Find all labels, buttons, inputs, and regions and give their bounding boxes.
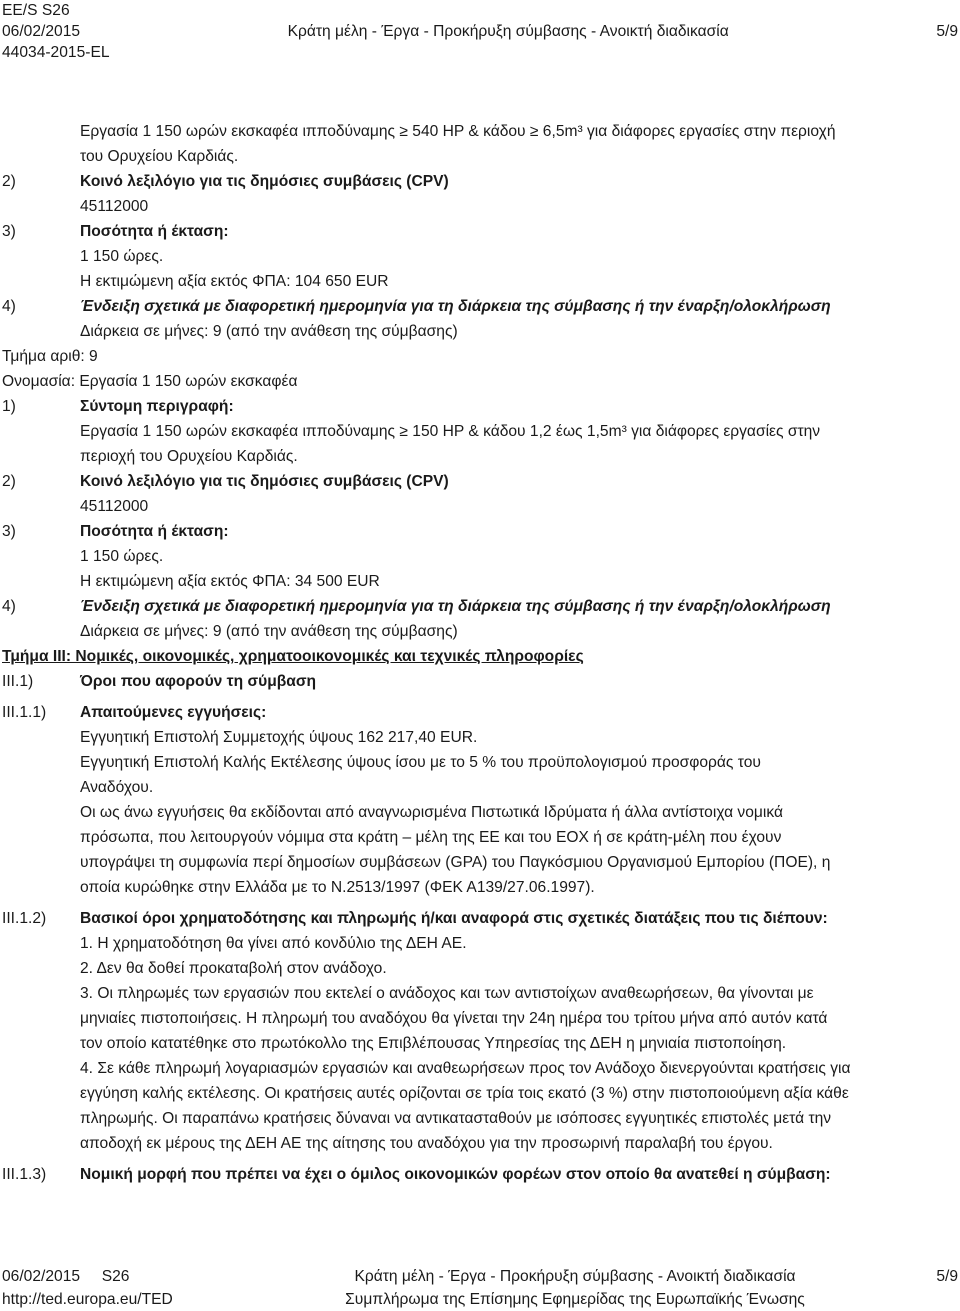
lot9-desc-heading: Σύντομη περιγραφή: <box>80 398 234 415</box>
header-date: 06/02/2015 <box>2 23 81 40</box>
s312-number: III.1.2) <box>2 910 47 927</box>
s312-line <box>2 1081 958 1106</box>
lot9-desc-text1: Εργασία 1 150 ωρών εκσκαφέα ιπποδύναμης ≥ 150 HP & κάδου 1,2 έως 1,5m³ για διάφορες εργασίες στην <box>80 423 821 440</box>
lot9-description <box>2 394 958 419</box>
lot9-duration <box>2 594 958 619</box>
lot9-cpv-number: 2) <box>2 473 16 490</box>
lot8-cpv-heading: Κοινό λεξιλόγιο για τις δημόσιες συμβάσεις (CPV) <box>80 173 449 190</box>
s312-line <box>2 1056 958 1081</box>
s312-line <box>2 1006 958 1031</box>
lot9-name <box>2 369 958 394</box>
lot9-dur-text: Διάρκεια σε μήνες: 9 (από την ανάθεση της σύμβασης) <box>80 623 458 640</box>
lot9-number <box>2 344 958 369</box>
footer-title: Κράτη μέλη - Έργα - Προκήρυξη σύμβασης - Ανοικτή διαδικασία <box>354 1268 796 1285</box>
s311-line <box>2 800 958 825</box>
header-title: Κράτη μέλη - Έργα - Προκήρυξη σύμβασης - Ανοικτή διαδικασία <box>287 23 729 40</box>
header-code: EE/S S26 <box>2 2 70 19</box>
lot9-dur-heading: Ένδειξη σχετικά με διαφορετική ημερομηνία για τη διάρκεια της σύμβασης ή την έναρξη/ολοκλήρωση <box>80 598 831 615</box>
lot8-cpv <box>2 169 958 194</box>
lot9-desc-line2 <box>2 444 958 469</box>
lot9-cpv <box>2 469 958 494</box>
s311-line <box>2 850 958 875</box>
lot9-cpv-code: 45112000 <box>80 498 149 515</box>
lot9-quantity <box>2 519 958 544</box>
s312-text: μηνιαίες πιστοποιήσεις. Η πληρωμή του αναδόχου θα γίνεται την 24η ημέρα του τρίτου μήνα από αυτόν κατά <box>80 1010 828 1027</box>
lot8-quantity <box>2 219 958 244</box>
s311-text: Αναδόχου. <box>80 779 154 796</box>
footer-page: 5/9 <box>936 1268 958 1285</box>
s311 <box>2 700 958 725</box>
s311-text: Εγγυητική Επιστολή Καλής Εκτέλεσης ύψους ίσου με το 5 % του προϋπολογισμού προσφοράς του <box>80 754 761 771</box>
footer-date: 06/02/2015 <box>2 1268 81 1285</box>
lot8-duration <box>2 294 958 319</box>
footer-url[interactable]: http://ted.europa.eu/TED <box>2 1291 173 1308</box>
s312-line <box>2 1131 958 1156</box>
s311-number: III.1.1) <box>2 704 47 721</box>
s312-text: εγγύηση καλής εκτέλεσης. Οι κρατήσεις αυτές ορίζονται σε τρία τοις εκατό (3 %) στην πιστοποιούμενη αξία κάθε <box>80 1085 849 1102</box>
lot8-cpv-code: 45112000 <box>80 198 149 215</box>
footer-supplement: Συμπλήρωμα της Επίσημης Εφημερίδας της Ευρωπαϊκής Ένωσης <box>345 1291 805 1308</box>
lot8-qty-text: 1 150 ώρες. <box>80 248 164 265</box>
s311-line <box>2 775 958 800</box>
section3-title-text: Τμήμα III: Νομικές, οικονομικές, χρηματοοικονομικές και τεχνικές πληροφορίες <box>2 648 584 665</box>
lot9-est-value <box>2 569 958 594</box>
lot8-dur-heading: Ένδειξη σχετικά με διαφορετική ημερομηνία για τη διάρκεια της σύμβασης ή την έναρξη/ολοκλήρωση <box>80 298 831 315</box>
lot9-name-text: Ονομασία: Εργασία 1 150 ωρών εκσκαφέα <box>2 373 298 390</box>
lot9-desc-text2: περιοχή του Ορυχείου Καρδιάς. <box>80 448 298 465</box>
s311-text: Οι ως άνω εγγυήσεις θα εκδίδονται από αναγνωρισμένα Πιστωτικά Ιδρύματα ή άλλα αντίστοιχα νομικά <box>80 804 783 821</box>
header-ref: 44034-2015-EL <box>2 44 110 61</box>
lot9-dur-number: 4) <box>2 598 16 615</box>
lot8-dur-text: Διάρκεια σε μήνες: 9 (από την ανάθεση της σύμβασης) <box>80 323 458 340</box>
lot8-dur-number: 4) <box>2 298 16 315</box>
s312 <box>2 906 958 931</box>
s311-text: Εγγυητική Επιστολή Συμμετοχής ύψους 162 217,40 EUR. <box>80 729 478 746</box>
footer-code: S26 <box>101 1268 130 1285</box>
s311-line <box>2 725 958 750</box>
s312-text: 3. Οι πληρωμές των εργασιών που εκτελεί ο ανάδοχος και των αντιστοίχων αναθεωρήσεων, θα γίνονται με <box>80 985 814 1002</box>
s312-text: πληρωμής. Οι παραπάνω κρατήσεις δύναναι να αντικατασταθούν με ισόποσες εγγυητικές επιστολές μετά την <box>80 1110 832 1127</box>
s312-line <box>2 1106 958 1131</box>
lot9-qty-heading: Ποσότητα ή έκταση: <box>80 523 229 540</box>
lot9-dur-value <box>2 619 958 644</box>
s311-text: υπογράψει τη συμφωνία περί δημοσίων συμβάσεων (GPA) του Παγκόσμιου Οργανισμού Εμπορίου (ΠΟΕ), η <box>80 854 831 871</box>
lot8-desc-line1 <box>2 119 958 144</box>
s31-number: III.1) <box>2 673 34 690</box>
s312-text: 2. Δεν θα δοθεί προκαταβολή στον ανάδοχο. <box>80 960 387 977</box>
header-page: 5/9 <box>936 23 958 40</box>
lot8-qty-value <box>2 244 958 269</box>
lot8-desc-line2 <box>2 144 958 169</box>
lot9-desc-line1 <box>2 419 958 444</box>
page-footer <box>2 1265 958 1311</box>
footer-date-code <box>2 1265 252 1288</box>
s312-text: αποδοχή εκ μέρους της ΔΕΗ ΑΕ της αίτησης του αναδόχου για την προσωρινή παραλαβή του έργου. <box>80 1135 773 1152</box>
s312-line <box>2 1031 958 1056</box>
lot9-number-text: Τμήμα αριθ: 9 <box>2 348 98 365</box>
s311-line <box>2 750 958 775</box>
lot9-est-text: Η εκτιμώμενη αξία εκτός ΦΠΑ: 34 500 EUR <box>80 573 380 590</box>
s312-text: τον οποίο κατατέθηκε στο πρωτόκολλο της Επιβλέπουσας Υπηρεσίας της ΔΕΗ η μηνιαία πιστοποίηση. <box>80 1035 787 1052</box>
lot8-est-text: Η εκτιμώμενη αξία εκτός ΦΠΑ: 104 650 EUR <box>80 273 389 290</box>
s313 <box>2 1162 958 1187</box>
s311-text: οποία κυρώθηκε στην Ελλάδα με το Ν.2513/1997 (ΦΕΚ Α139/27.06.1997). <box>80 879 595 896</box>
s312-text: 1. Η χρηματοδότηση θα γίνει από κονδύλιο της ΔΕΗ ΑΕ. <box>80 935 467 952</box>
s31-heading: Όροι που αφορούν τη σύμβαση <box>80 673 317 690</box>
s313-heading: Νομική μορφή που πρέπει να έχει ο όμιλος οικονομικών φορέων στον οποίο θα ανατεθεί η σύμβαση: <box>80 1166 831 1183</box>
lot8-qty-number: 3) <box>2 223 16 240</box>
s31 <box>2 669 958 694</box>
s312-line <box>2 931 958 956</box>
lot9-qty-number: 3) <box>2 523 16 540</box>
lot9-cpv-heading: Κοινό λεξιλόγιο για τις δημόσιες συμβάσεις (CPV) <box>80 473 449 490</box>
s312-text: 4. Σε κάθε πληρωμή λογαριασμών εργασιών και αναθεωρήσεων προς τον Ανάδοχο διενεργούνται κρατήσεις για <box>80 1060 851 1077</box>
s311-text: πρόσωπα, που λειτουργούν νόμιμα στα κράτη – μέλη της ΕΕ και του ΕΟΧ ή σε κράτη-μέλη που έχουν <box>80 829 782 846</box>
lot9-qty-text: 1 150 ώρες. <box>80 548 164 565</box>
lot8-dur-value <box>2 319 958 344</box>
document-body <box>2 119 958 1187</box>
lot8-est-value <box>2 269 958 294</box>
lot8-desc-text1: Εργασία 1 150 ωρών εκσκαφέα ιπποδύναμης ≥ 540 HP & κάδου ≥ 6,5m³ για διάφορες εργασίες στην περιοχή <box>80 123 836 140</box>
s312-heading: Βασικοί όροι χρηματοδότησης και πληρωμής ή/και αναφορά στις σχετικές διατάξεις που τις διέπουν: <box>80 910 828 927</box>
s311-heading: Απαιτούμενες εγγυήσεις: <box>80 704 267 721</box>
lot8-qty-heading: Ποσότητα ή έκταση: <box>80 223 229 240</box>
lot9-cpv-value <box>2 494 958 519</box>
section3-title <box>2 644 958 669</box>
s312-line <box>2 956 958 981</box>
lot9-qty-value <box>2 544 958 569</box>
lot8-cpv-value <box>2 194 958 219</box>
s311-line <box>2 825 958 850</box>
s312-line <box>2 981 958 1006</box>
lot9-desc-number: 1) <box>2 398 16 415</box>
s313-number: III.1.3) <box>2 1166 47 1183</box>
lot8-cpv-number: 2) <box>2 173 16 190</box>
page-header <box>2 0 958 63</box>
lot8-desc-text2: του Ορυχείου Καρδιάς. <box>80 148 239 165</box>
s311-line <box>2 875 958 900</box>
